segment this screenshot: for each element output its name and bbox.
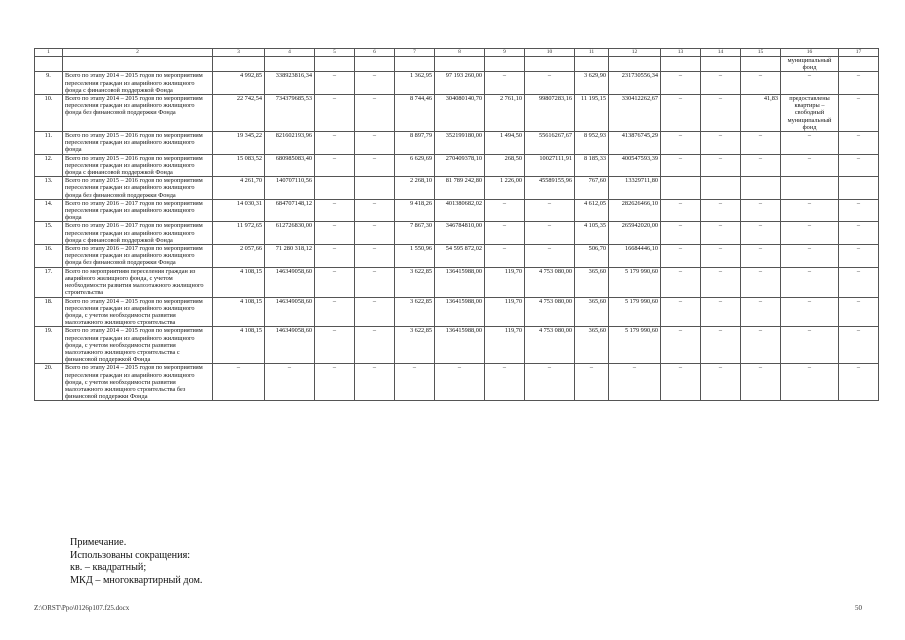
table-cell: – xyxy=(525,245,575,268)
table-cell: – xyxy=(355,297,395,327)
table-cell: 10027111,91 xyxy=(525,154,575,177)
row-number-cell: 14. xyxy=(35,199,63,222)
table-cell: – xyxy=(661,222,701,245)
table-cell: – xyxy=(435,364,485,401)
table-cell: 99807283,16 xyxy=(525,95,575,132)
table-cell: – xyxy=(741,327,781,364)
table-cell: – xyxy=(355,199,395,222)
table-cell: 352199180,00 xyxy=(435,132,485,155)
table-cell: – xyxy=(701,154,741,177)
table-row xyxy=(35,95,879,132)
empty-cell xyxy=(485,57,525,72)
table-cell: 4 261,70 xyxy=(213,177,265,200)
column-number: 12 xyxy=(609,49,661,57)
table-cell: – xyxy=(839,245,879,268)
empty-cell xyxy=(395,57,435,72)
table-cell: 55616267,67 xyxy=(525,132,575,155)
row-number-cell: 20. xyxy=(35,364,63,401)
column-number: 8 xyxy=(435,49,485,57)
row-number-cell: 9. xyxy=(35,72,63,95)
table-cell: – xyxy=(741,245,781,268)
table-cell: – xyxy=(661,199,701,222)
table-cell: 680985083,40 xyxy=(265,154,315,177)
table-cell: – xyxy=(485,199,525,222)
table-cell: 1 550,96 xyxy=(395,245,435,268)
table-cell: – xyxy=(355,327,395,364)
row-description-cell: Всего по этапу 2016 – 2017 годов по мероприятиям переселения граждан из аварийного жилищного фонда xyxy=(63,199,213,222)
table-cell: 365,60 xyxy=(575,267,609,297)
table-cell: 1 494,50 xyxy=(485,132,525,155)
table-cell: 146349058,60 xyxy=(265,327,315,364)
table-cell: – xyxy=(701,267,741,297)
empty-cell xyxy=(575,57,609,72)
table-row xyxy=(35,222,879,245)
table-cell: 8 744,46 xyxy=(395,95,435,132)
table-cell: – xyxy=(315,222,355,245)
column-number-row xyxy=(35,49,879,57)
note-block xyxy=(70,537,202,587)
column-number: 11 xyxy=(575,49,609,57)
table-cell: 4 753 080,00 xyxy=(525,327,575,364)
column-number: 17 xyxy=(839,49,879,57)
column-number: 2 xyxy=(63,49,213,57)
table-body xyxy=(35,49,879,401)
row-number-cell: 10. xyxy=(35,95,63,132)
table-cell: – xyxy=(213,364,265,401)
table-cell: 400547593,39 xyxy=(609,154,661,177)
empty-cell xyxy=(741,57,781,72)
row-description-cell: Всего по этапу 2016 – 2017 годов по мероприятиям переселения граждан из аварийного жилищного фонда без финансовой поддержки Фонда xyxy=(63,245,213,268)
empty-cell xyxy=(355,57,395,72)
table-cell: – xyxy=(485,222,525,245)
table-cell: – xyxy=(781,267,839,297)
table-cell: 821602193,96 xyxy=(265,132,315,155)
table-cell: 4 108,15 xyxy=(213,327,265,364)
row-number-cell: 17. xyxy=(35,267,63,297)
table-cell: – xyxy=(315,327,355,364)
row-description-cell: Всего по этапу 2014 – 2015 годов по мероприятиям переселения граждан из аварийного жилищного фонда с финансовой поддержкой Фонда xyxy=(63,72,213,95)
table-cell: – xyxy=(525,72,575,95)
table-cell: – xyxy=(701,245,741,268)
table-cell: – xyxy=(781,364,839,401)
column-number: 13 xyxy=(661,49,701,57)
table-cell: – xyxy=(525,364,575,401)
row-description-cell: Всего по этапу 2014 – 2015 годов по мероприятиям переселения граждан из аварийного жилищного фонда, с учетом необходимости развития малоэтажного жилищного строительства xyxy=(63,297,213,327)
table-cell: 16684446,10 xyxy=(609,245,661,268)
note-heading: Примечание. xyxy=(70,537,127,548)
column-number: 15 xyxy=(741,49,781,57)
table-cell: предоставлены квартиры – свободный муниципальный фонд xyxy=(781,95,839,132)
table-cell: – xyxy=(485,364,525,401)
table-row xyxy=(35,267,879,297)
table-cell: – xyxy=(265,364,315,401)
table-cell: – xyxy=(781,222,839,245)
table-cell xyxy=(355,177,395,200)
row-number-cell: 15. xyxy=(35,222,63,245)
table-cell: 13329711,80 xyxy=(609,177,661,200)
row-description-cell: Всего по этапу 2015 – 2016 годов по мероприятиям переселения граждан из аварийного жилищного фонда xyxy=(63,132,213,155)
empty-cell xyxy=(213,57,265,72)
table-cell: – xyxy=(315,132,355,155)
note-intro: Использованы сокращения: xyxy=(70,549,191,561)
empty-cell xyxy=(63,57,213,72)
column-number: 1 xyxy=(35,49,63,57)
table-cell: – xyxy=(839,132,879,155)
table-cell: – xyxy=(661,72,701,95)
table-cell: 5 179 990,60 xyxy=(609,267,661,297)
table-cell: – xyxy=(781,245,839,268)
table-cell: – xyxy=(781,154,839,177)
column-number: 5 xyxy=(315,49,355,57)
table-cell: – xyxy=(781,132,839,155)
table-cell: 4 108,15 xyxy=(213,297,265,327)
column-number: 16 xyxy=(781,49,839,57)
table-cell: 3 622,85 xyxy=(395,327,435,364)
table-cell: – xyxy=(839,364,879,401)
table-cell: – xyxy=(395,364,435,401)
table-cell: – xyxy=(839,199,879,222)
table-cell: – xyxy=(355,72,395,95)
table-cell: 2 268,10 xyxy=(395,177,435,200)
empty-cell xyxy=(435,57,485,72)
table-cell: – xyxy=(355,222,395,245)
table-cell: 41,83 xyxy=(741,95,781,132)
table-cell xyxy=(701,177,741,200)
table-cell: 136415988,00 xyxy=(435,327,485,364)
table-cell: 119,70 xyxy=(485,297,525,327)
table-cell: 119,70 xyxy=(485,327,525,364)
empty-cell xyxy=(839,57,879,72)
table-row xyxy=(35,72,879,95)
column-number: 9 xyxy=(485,49,525,57)
table-cell: 4 992,85 xyxy=(213,72,265,95)
table-cell: – xyxy=(661,364,701,401)
carry-over-cell: муниципальный фонд xyxy=(781,57,839,72)
row-description-cell: Всего по мероприятиям переселения граждан из аварийного жилищного фонда, с учетом необходимости развития малоэтажного жилищного строительства xyxy=(63,267,213,297)
table-cell: 282626466,10 xyxy=(609,199,661,222)
table-cell: 506,70 xyxy=(575,245,609,268)
empty-cell xyxy=(701,57,741,72)
table-cell: 3 622,85 xyxy=(395,297,435,327)
table-cell: 365,60 xyxy=(575,297,609,327)
table-cell: – xyxy=(661,267,701,297)
table-cell: – xyxy=(701,364,741,401)
table-cell: – xyxy=(355,95,395,132)
table-cell: 734379685,53 xyxy=(265,95,315,132)
table-cell: 3 629,90 xyxy=(575,72,609,95)
empty-cell xyxy=(265,57,315,72)
table-cell: – xyxy=(355,132,395,155)
table-cell: 612726830,00 xyxy=(265,222,315,245)
table-cell: – xyxy=(701,222,741,245)
row-description-cell: Всего по этапу 2014 – 2015 годов по мероприятиям переселения граждан из аварийного жилищного фонда без финансовой поддержки Фонда xyxy=(63,95,213,132)
table-cell: 140707110,56 xyxy=(265,177,315,200)
table-cell: 22 742,54 xyxy=(213,95,265,132)
table-cell: 8 952,93 xyxy=(575,132,609,155)
table-cell: – xyxy=(355,154,395,177)
row-description-cell: Всего по этапу 2015 – 2016 годов по мероприятиям переселения граждан из аварийного жилищного фонда с финансовой поддержкой Фонда xyxy=(63,154,213,177)
table-cell: 231730556,34 xyxy=(609,72,661,95)
table-row xyxy=(35,154,879,177)
table-cell: – xyxy=(315,297,355,327)
table-cell: 4 753 080,00 xyxy=(525,297,575,327)
table-cell: 6 629,69 xyxy=(395,154,435,177)
row-number-cell: 12. xyxy=(35,154,63,177)
table-cell: 4 612,05 xyxy=(575,199,609,222)
table-cell: – xyxy=(839,222,879,245)
table-cell: 5 179 990,60 xyxy=(609,327,661,364)
table-cell: – xyxy=(741,364,781,401)
row-description-cell: Всего по этапу 2015 – 2016 годов по мероприятиям переселения граждан из аварийного жилищного фонда без финансовой поддержки Фонда xyxy=(63,177,213,200)
table-cell: 9 418,26 xyxy=(395,199,435,222)
table-cell: – xyxy=(741,297,781,327)
row-number-cell: 16. xyxy=(35,245,63,268)
table-cell: 265942020,00 xyxy=(609,222,661,245)
column-number: 4 xyxy=(265,49,315,57)
table-cell: – xyxy=(525,222,575,245)
column-number: 10 xyxy=(525,49,575,57)
note-item-2: МКД – многоквартирный дом. xyxy=(70,574,203,586)
footer-file-path: Z:\ORST\Ppo\0126p107.f25.docx xyxy=(34,604,130,612)
table-cell: – xyxy=(355,364,395,401)
table-cell: – xyxy=(741,72,781,95)
column-number: 6 xyxy=(355,49,395,57)
table-cell: – xyxy=(741,199,781,222)
table-cell: 4 105,35 xyxy=(575,222,609,245)
table-cell: 338923816,34 xyxy=(265,72,315,95)
table-cell: – xyxy=(661,245,701,268)
table-cell: – xyxy=(741,132,781,155)
table-cell: – xyxy=(839,297,879,327)
table-cell: 330412262,67 xyxy=(609,95,661,132)
note-item-1: кв. – квадратный; xyxy=(70,562,147,573)
table-cell: 4 108,15 xyxy=(213,267,265,297)
table-cell: – xyxy=(355,267,395,297)
table-cell: – xyxy=(525,199,575,222)
table-cell xyxy=(661,177,701,200)
table-cell: – xyxy=(839,154,879,177)
table-cell: – xyxy=(315,267,355,297)
table-row xyxy=(35,177,879,200)
data-table xyxy=(34,48,879,401)
table-cell: – xyxy=(485,245,525,268)
empty-cell xyxy=(315,57,355,72)
table-cell: 15 083,52 xyxy=(213,154,265,177)
table-cell: 2 761,10 xyxy=(485,95,525,132)
table-cell: – xyxy=(661,327,701,364)
table-cell: – xyxy=(839,72,879,95)
table-cell: 45589155,96 xyxy=(525,177,575,200)
table-cell: – xyxy=(661,154,701,177)
table-cell: 346784810,00 xyxy=(435,222,485,245)
table-cell: – xyxy=(315,95,355,132)
table-cell: 1 226,00 xyxy=(485,177,525,200)
table-cell: 1 362,95 xyxy=(395,72,435,95)
column-number: 3 xyxy=(213,49,265,57)
table-cell: – xyxy=(661,95,701,132)
table-cell: 4 753 080,00 xyxy=(525,267,575,297)
table-row xyxy=(35,245,879,268)
table-cell: 119,70 xyxy=(485,267,525,297)
table-cell: 136415988,00 xyxy=(435,267,485,297)
table-cell: – xyxy=(781,199,839,222)
table-cell xyxy=(741,177,781,200)
table-cell: 146349058,60 xyxy=(265,267,315,297)
table-cell: 146349058,60 xyxy=(265,297,315,327)
table-cell: – xyxy=(315,154,355,177)
row-description-cell: Всего по этапу 2016 – 2017 годов по мероприятиям переселения граждан из аварийного жилищного фонда с финансовой поддержкой Фонда xyxy=(63,222,213,245)
table-cell: – xyxy=(839,327,879,364)
table-cell: – xyxy=(701,72,741,95)
table-cell: 365,60 xyxy=(575,327,609,364)
table-row xyxy=(35,132,879,155)
table-cell: – xyxy=(315,364,355,401)
table-cell: 97 193 260,00 xyxy=(435,72,485,95)
table-cell: – xyxy=(315,245,355,268)
table-cell: – xyxy=(839,267,879,297)
table-cell: 304080140,70 xyxy=(435,95,485,132)
table-row xyxy=(35,364,879,401)
table-cell: – xyxy=(701,327,741,364)
table-cell: – xyxy=(661,297,701,327)
table-cell: – xyxy=(701,199,741,222)
row-number-cell: 18. xyxy=(35,297,63,327)
empty-cell xyxy=(661,57,701,72)
table-cell: 270409378,10 xyxy=(435,154,485,177)
table-cell: – xyxy=(355,245,395,268)
table-cell: 767,60 xyxy=(575,177,609,200)
row-description-cell: Всего по этапу 2014 – 2015 годов по мероприятиям переселения граждан из аварийного жилищного фонда, с учетом необходимости развития малоэтажного жилищного строительства без финансовой поддержки Фонда xyxy=(63,364,213,401)
page-number: 50 xyxy=(855,604,862,612)
table-cell: 2 057,66 xyxy=(213,245,265,268)
table-cell: 81 789 242,80 xyxy=(435,177,485,200)
row-number-cell: 19. xyxy=(35,327,63,364)
table-cell: 71 280 318,12 xyxy=(265,245,315,268)
table-cell xyxy=(315,177,355,200)
table-cell: – xyxy=(701,297,741,327)
carry-over-row xyxy=(35,57,879,72)
table-cell xyxy=(781,177,839,200)
table-cell: 136415988,00 xyxy=(435,297,485,327)
table-cell: – xyxy=(701,132,741,155)
table-cell: 5 179 990,60 xyxy=(609,297,661,327)
table-cell: – xyxy=(661,132,701,155)
table-cell xyxy=(839,177,879,200)
column-number: 14 xyxy=(701,49,741,57)
table-cell: 413876745,29 xyxy=(609,132,661,155)
table-row xyxy=(35,199,879,222)
table-row xyxy=(35,297,879,327)
table-cell: 684707148,12 xyxy=(265,199,315,222)
table-cell: 268,50 xyxy=(485,154,525,177)
table-cell: – xyxy=(741,267,781,297)
table-cell: 14 030,31 xyxy=(213,199,265,222)
table-cell: – xyxy=(315,199,355,222)
table-cell: – xyxy=(781,327,839,364)
column-number: 7 xyxy=(395,49,435,57)
row-number-cell: 11. xyxy=(35,132,63,155)
table-cell: 7 867,30 xyxy=(395,222,435,245)
row-description-cell: Всего по этапу 2014 – 2015 годов по мероприятиям переселения граждан из аварийного жилищного фонда, с учетом необходимости развития малоэтажного жилищного строительства с финансовой поддержкой Фонда xyxy=(63,327,213,364)
table-cell: – xyxy=(485,72,525,95)
table-cell: – xyxy=(315,72,355,95)
empty-cell xyxy=(609,57,661,72)
table-cell: – xyxy=(781,72,839,95)
empty-cell xyxy=(35,57,63,72)
table-cell: – xyxy=(701,95,741,132)
table-cell: – xyxy=(781,297,839,327)
table-cell: 11 195,15 xyxy=(575,95,609,132)
table-cell: 19 345,22 xyxy=(213,132,265,155)
row-number-cell: 13. xyxy=(35,177,63,200)
table-cell: – xyxy=(609,364,661,401)
empty-cell xyxy=(525,57,575,72)
table-cell: 8 185,33 xyxy=(575,154,609,177)
table-row xyxy=(35,327,879,364)
table-cell: 401380682,02 xyxy=(435,199,485,222)
table-cell: 3 622,85 xyxy=(395,267,435,297)
table-cell: 8 897,79 xyxy=(395,132,435,155)
table-cell: 54 595 872,02 xyxy=(435,245,485,268)
table-cell: – xyxy=(575,364,609,401)
table-cell: 11 972,65 xyxy=(213,222,265,245)
table-cell: – xyxy=(839,95,879,132)
table-cell: – xyxy=(741,222,781,245)
table-cell: – xyxy=(741,154,781,177)
